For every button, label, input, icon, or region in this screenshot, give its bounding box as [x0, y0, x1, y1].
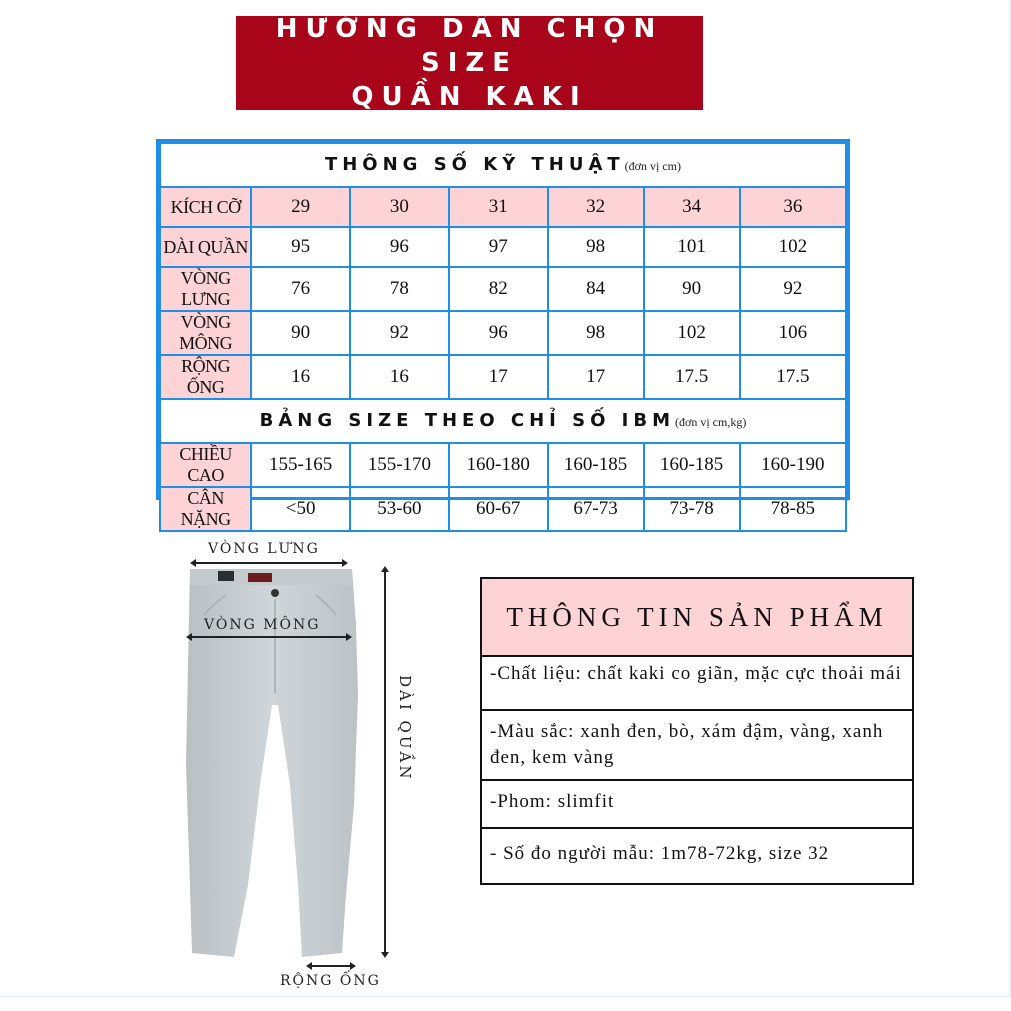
table-cell: 160-190	[740, 443, 846, 487]
table-cell: 32	[548, 187, 644, 227]
table-cell: 106	[740, 311, 846, 355]
product-info-box	[480, 577, 914, 885]
table-cell: 102	[644, 311, 740, 355]
hip-arrow-icon	[188, 636, 350, 638]
table-cell: 92	[350, 311, 449, 355]
table-row-hem	[160, 355, 846, 399]
table-cell: 160-185	[644, 443, 740, 487]
table-cell: 90	[251, 311, 350, 355]
table-cell: 17	[548, 355, 644, 399]
table-cell: 73-78	[644, 487, 740, 531]
table-cell: 30	[350, 187, 449, 227]
hem-arrow-icon	[308, 965, 354, 967]
product-info-title: THÔNG TIN SẢN PHẨM	[482, 579, 912, 657]
table-row-hip	[160, 311, 846, 355]
section-header-row	[160, 143, 846, 187]
table-cell: 95	[251, 227, 350, 267]
table-cell: 53-60	[350, 487, 449, 531]
table-cell: 78-85	[740, 487, 846, 531]
info-item-colors: -Màu sắc: xanh đen, bò, xám đậm, vàng, xanh đen, kem vàng	[482, 711, 912, 781]
table-cell: <50	[251, 487, 350, 531]
section-header-ibm	[160, 399, 846, 443]
banner-title-line-1: HƯỚNG DẪN CHỌN SIZE	[275, 14, 664, 78]
section-header-row	[160, 399, 846, 443]
table-cell: 67-73	[548, 487, 644, 531]
size-spec-table	[156, 139, 850, 529]
info-item-model-measurements: - Số đo người mẫu: 1m78-72kg, size 32	[490, 843, 830, 864]
table-cell: 17.5	[740, 355, 846, 399]
pants-measurement-figure	[170, 535, 430, 995]
table-cell: 98	[548, 311, 644, 355]
table-cell: 17.5	[644, 355, 740, 399]
table-cell: 31	[449, 187, 548, 227]
table-cell: 155-165	[251, 443, 350, 487]
table-row-length	[160, 227, 846, 267]
waist-arrow-icon	[192, 562, 346, 564]
table-cell: 34	[644, 187, 740, 227]
title-banner	[236, 16, 703, 110]
section-title: BẢNG SIZE THEO CHỈ SỐ IBM	[259, 410, 675, 431]
row-label: VÒNG MÔNG	[160, 311, 251, 355]
table-cell: 16	[251, 355, 350, 399]
info-item-fit: -Phom: slimfit	[482, 781, 912, 829]
table-cell: 155-170	[350, 443, 449, 487]
table-cell: 84	[548, 267, 644, 311]
table-row-size	[160, 187, 846, 227]
table-cell: 29	[251, 187, 350, 227]
table-cell: 96	[449, 311, 548, 355]
row-label: KÍCH CỠ	[160, 187, 251, 227]
table-cell: 90	[644, 267, 740, 311]
info-item-material: -Chất liệu: chất kaki co giãn, mặc cực thoải mái	[482, 657, 912, 711]
hem-label: RỘNG ỐNG	[280, 973, 381, 989]
length-label: DÀI QUẦN	[396, 675, 414, 782]
length-arrow-icon	[384, 568, 386, 956]
table-cell: 160-180	[449, 443, 548, 487]
hip-label: VÒNG MÔNG	[204, 617, 321, 633]
section-unit: (đơn vị cm,kg)	[675, 415, 747, 429]
row-label: CHIỀU CAO	[160, 443, 251, 487]
table-cell: 17	[449, 355, 548, 399]
table-cell: 78	[350, 267, 449, 311]
table-cell: 16	[350, 355, 449, 399]
table-cell: 102	[740, 227, 846, 267]
table-cell: 92	[740, 267, 846, 311]
table-row-weight	[160, 487, 846, 531]
table-cell: 60-67	[449, 487, 548, 531]
section-header-specs	[160, 143, 846, 187]
row-label: DÀI QUẦN	[160, 227, 251, 267]
table-cell: 76	[251, 267, 350, 311]
row-label: VÒNG LƯNG	[160, 267, 251, 311]
table-cell: 96	[350, 227, 449, 267]
banner-title-line-2: QUẦN KAKI	[351, 82, 588, 112]
table-cell: 101	[644, 227, 740, 267]
table-cell: 98	[548, 227, 644, 267]
waist-label: VÒNG LƯNG	[208, 541, 320, 557]
page-bottom-edge	[0, 996, 1011, 1011]
table-row-waist	[160, 267, 846, 311]
table-cell: 82	[449, 267, 548, 311]
table-row-height	[160, 443, 846, 487]
row-label: CÂN NẶNG	[160, 487, 251, 531]
table-cell: 160-185	[548, 443, 644, 487]
section-unit: (đơn vị cm)	[624, 159, 682, 173]
row-label: RỘNG ỐNG	[160, 355, 251, 399]
section-title: THÔNG SỐ KỸ THUẬT	[324, 154, 625, 175]
table-cell: 97	[449, 227, 548, 267]
table-cell: 36	[740, 187, 846, 227]
